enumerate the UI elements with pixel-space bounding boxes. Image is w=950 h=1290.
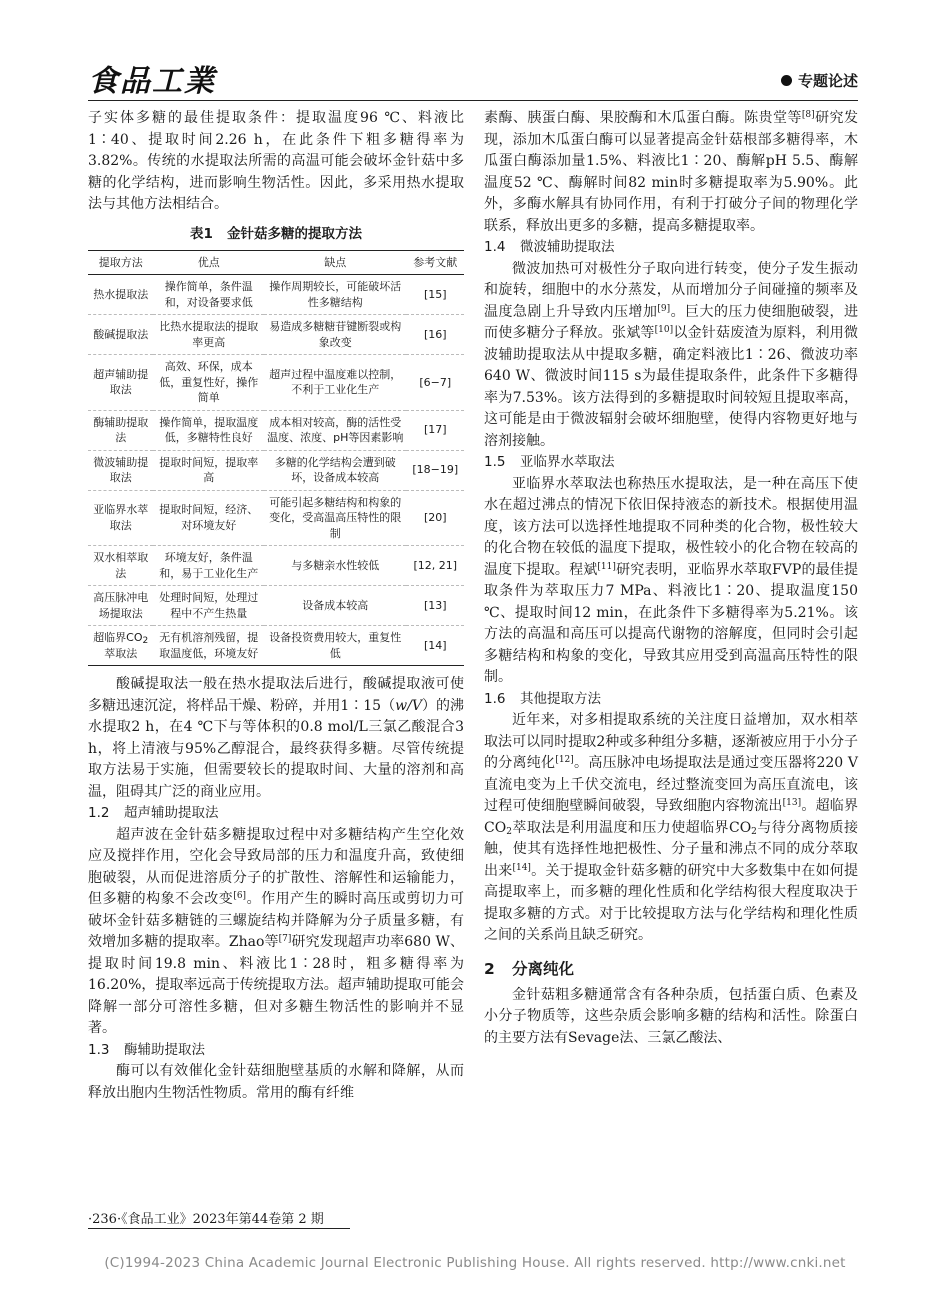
subsection-number: 1.2	[88, 805, 110, 821]
text-run: 。关于提取金针菇多糖的研究中大多数集中在如何提高提取率上，而多糖的理化性质和化学结构很大程度取决于提取多糖的方式。对于比较提取方法与化学结构和理化性质之间的关系尚且缺乏研究。	[484, 862, 859, 943]
subsection-title: 酶辅助提取法	[124, 1041, 205, 1058]
paragraph: 酶可以有效催化金针菇细胞壁基质的水解和降解，从而释放出胞内生物活性物质。常用的酶有纤维	[88, 1063, 464, 1101]
cell-cons: 易造成多糖糖苷键断裂或构象改变	[264, 315, 406, 355]
cell-pros: 处理时间短，处理过程中不产生热量	[153, 586, 264, 626]
method-text: 萃取法	[104, 646, 138, 660]
section-tag	[781, 70, 858, 91]
table-title: 金针菇多糖的提取方法	[226, 225, 362, 242]
cell-method: 超声辅助提取法	[88, 355, 153, 411]
cell-pros: 操作简单，条件温和，对设备要求低	[153, 275, 264, 315]
paragraph: 金针菇粗多糖通常含有各种杂质，包括蛋白质、色素及小分子物质等，这些杂质会影响多糖的结构和活性。除蛋白的主要方法有Sevage法、三氯乙酸法、	[484, 986, 858, 1046]
cell-ref: [16]	[406, 315, 464, 355]
paragraph	[88, 674, 464, 803]
cell-cons: 操作周期较长，可能破坏活性多糖结构	[264, 275, 406, 315]
copyright-notice: (C)1994-2023 China Academic Journal Electronic Publishing House. All rights reserved. http://www.cnki.net	[104, 1255, 846, 1271]
table-row	[88, 586, 464, 626]
table-number: 表1	[190, 225, 213, 242]
cell-ref: [12, 21]	[406, 546, 464, 586]
citation: [13]	[782, 798, 802, 808]
citation: [7]	[278, 934, 292, 944]
paragraph	[88, 825, 464, 1040]
text-run: 研究表明，亚临界水萃取FVP的最佳提取条件为萃取压力7 MPa、料液比1∶20、提取温度150 ℃、提取时间12 min，在此条件下多糖得率为5.21%。该方法的高温和高压可以提高代谢物的溶解度，但同时会引起多糖结构和构象的变化，导致其应用受到高温高压特性的限制。	[484, 561, 858, 685]
subscript: 2	[751, 826, 757, 837]
cell-ref: [13]	[406, 586, 464, 626]
cell-pros: 操作简单，提取温度低，多糖特性良好	[153, 410, 264, 450]
table-row	[88, 410, 464, 450]
section-title: 分离纯化	[512, 959, 575, 978]
subscript: 2	[142, 636, 149, 646]
table-row	[88, 490, 464, 546]
cell-ref: [20]	[406, 490, 464, 546]
cell-method: 热水提取法	[88, 275, 153, 315]
cell-cons: 设备成本较高	[264, 586, 406, 626]
right-column	[484, 108, 858, 1049]
section-tag-label: 专题论述	[797, 72, 858, 90]
cell-ref: [15]	[406, 275, 464, 315]
header-pros: 优点	[153, 250, 264, 275]
text-run: 微波加热可对极性分子取向进行转变，使分子发生振动和旋转，细胞中的水分蒸发，从而增加分子间碰撞的频率及温度急剧上升导致内压增加	[484, 260, 858, 320]
citation: [14]	[512, 862, 531, 873]
subsection-title: 其他提取方法	[520, 690, 601, 707]
table-header-row	[88, 250, 464, 275]
cell-cons: 成本相对较高，酶的活性受温度、浓度、pH等因素影响	[264, 410, 406, 450]
page-header	[88, 56, 858, 101]
subsection-heading	[484, 452, 858, 474]
cell-cons: 多糖的化学结构会遭到破坏，设备成本较高	[264, 450, 406, 490]
table-row	[88, 626, 464, 666]
paragraph	[484, 710, 858, 947]
cell-method: 微波辅助提取法	[88, 450, 153, 490]
header-method: 提取方法	[88, 250, 153, 275]
subsection-number: 1.5	[484, 454, 506, 470]
table-row	[88, 450, 464, 490]
cell-pros: 高效、环保，成本低，重复性好，操作简单	[153, 355, 264, 411]
paragraph	[484, 259, 858, 453]
subscript: 2	[506, 826, 512, 837]
cell-method: 亚临界水萃取法	[88, 490, 153, 546]
subsection-heading	[484, 237, 858, 259]
cell-method: 高压脉冲电场提取法	[88, 586, 153, 626]
bullet-dot-icon	[781, 75, 792, 86]
text-run: 。高压脉冲电场提取法是通过变压器将220 V直流电变为上千伏交流电，经过整流变回为高压直流电，该过程可使细胞壁瞬间破裂，导致细胞内容物流出	[484, 755, 859, 814]
citation: [10]	[654, 325, 674, 335]
footer-rule	[88, 1228, 350, 1229]
subsection-heading	[88, 1040, 464, 1062]
citation: [8]	[801, 110, 815, 120]
cell-cons: 可能引起多糖结构和构象的变化，受高温高压特性的限制	[264, 490, 406, 546]
paragraph: 子实体多糖的最佳提取条件：提取温度96 ℃、料液比1∶40、提取时间2.26 h，在此条件下粗多糖得率为3.82%。传统的水提取法所需的高温可能会破坏金针菇中多糖的化学结构，进而影响生物活性。因此，多采用热水提取法与其他方法相结合。	[88, 110, 464, 212]
table-row	[88, 275, 464, 315]
text-run: 以金针菇废渣为原料，利用微波辅助提取法从中提取多糖，确定料液比1∶26、微波功率640 W、微波时间115 s为最佳提取条件，此条件下多糖得率为7.53%。该方法得到的多糖提取时间较短且提取率高，这可能是由于微波辐射会破坏细胞壁，使得内容物更好地与溶剂接触。	[484, 325, 859, 449]
text-run: 研究发现超声功率680 W、提取时间19.8 min、料液比1∶28时，粗多糖得率为16.20%，提取率远高于传统提取方法。超声辅助提取可能会降解一部分可溶性多糖，但对多糖生物活性的影响并不显著。	[88, 934, 464, 1036]
text-run: 研究发现，添加木瓜蛋白酶可以显著提高金针菇根部多糖得率，木瓜蛋白酶添加量1.5%、料液比1∶20、酶解pH 5.5、酶解温度52 ℃、酶解时间82 min时多糖提取率为5.90%。此外，多酶水解具有协同作用，有利于打破分子间的物理化学联系，释放出更多的多糖，提高多糖提取率。	[484, 110, 859, 234]
paragraph	[484, 108, 858, 237]
text-run: 与待分离物质接触，使其有选择性地把极性、分子量和沸点不同的成分萃取出来	[484, 819, 858, 879]
cell-ref: [14]	[406, 626, 464, 666]
subsection-heading	[484, 689, 858, 711]
text-run: 素酶、胰蛋白酶、果胶酶和木瓜蛋白酶。陈贵堂等	[484, 110, 802, 126]
text-run: 。超临界CO	[484, 798, 859, 836]
cell-method	[88, 626, 153, 666]
text-run: 。巨大的压力使细胞破裂，进而使多糖分子释放。张斌等	[484, 303, 859, 341]
subsection-number: 1.6	[484, 690, 506, 707]
subsection-title: 超声辅助提取法	[124, 805, 219, 821]
citation: [12]	[555, 755, 574, 765]
cell-pros: 提取时间短，提取率高	[153, 450, 264, 490]
subsection-number: 1.4	[484, 239, 506, 255]
subsection-title: 亚临界水萃取法	[520, 454, 615, 470]
text-run: ）的沸水提取2 h，在4 ℃下与等体积的0.8 mol/L三氯乙酸混合3 h，将上清液与95%乙醇混合，最终获得多糖。尽管传统提取方法易于实施，但需要较长的提取时间、大量的溶剂和高温，阻碍其广泛的商业应用。	[88, 697, 464, 800]
section-number: 2	[484, 959, 495, 978]
cell-pros: 比热水提取法的提取率更高	[153, 315, 264, 355]
left-column	[88, 108, 464, 1104]
cell-method: 双水相萃取法	[88, 546, 153, 586]
cell-cons: 与多糖亲水性较低	[264, 546, 406, 586]
method-text: 超临界CO	[93, 631, 143, 644]
page-footer	[88, 1208, 324, 1227]
cell-ref: [6−7]	[406, 355, 464, 411]
header-cons: 缺点	[264, 250, 406, 275]
subsection-number: 1.3	[88, 1041, 110, 1058]
text-run: 萃取法是利用温度和压力使超临界CO	[511, 819, 752, 836]
section-heading	[484, 957, 858, 981]
cell-ref: [18−19]	[406, 450, 464, 490]
text-run: 超声波在金针菇多糖提取过程中对多糖结构产生空化效应及搅拌作用，空化会导致局部的压力和温度升高，致使细胞破裂，从而促进溶质分子的扩散性、溶解性和运输能力，但多糖的构象不会改变	[88, 826, 464, 907]
header-ref: 参考文献	[406, 250, 464, 275]
citation: [9]	[657, 303, 671, 314]
journal-logo: 食品工業	[88, 64, 216, 99]
citation: [6]	[233, 891, 247, 901]
subsection-heading	[88, 803, 464, 825]
subsection-title: 微波辅助提取法	[520, 239, 615, 255]
cell-pros: 环境友好，条件温和，易于工业化生产	[153, 546, 264, 586]
cell-pros: 提取时间短，经济、对环境友好	[153, 490, 264, 546]
extraction-methods-table	[88, 250, 464, 667]
table-row	[88, 315, 464, 355]
table-caption	[88, 224, 464, 244]
page-number: ·236·	[88, 1212, 122, 1227]
paragraph	[484, 474, 858, 689]
cell-ref: [17]	[406, 410, 464, 450]
cell-method: 酶辅助提取法	[88, 410, 153, 450]
cell-pros: 无有机溶剂残留，提取温度低，环境友好	[153, 626, 264, 666]
table-row	[88, 355, 464, 411]
text-run: 近年来，对多相提取系统的关注度日益增加，双水相萃取法可以同时提取2种或多种组分多糖，逐渐被应用于小分子的分离纯化	[484, 712, 858, 771]
cell-cons: 超声过程中温度难以控制，不利于工业化生产	[264, 355, 406, 411]
text-run: 酸碱提取法一般在热水提取法后进行，酸碱提取液可使多糖迅速沉淀，将样品干燥、粉碎，并用1∶15（	[88, 676, 464, 714]
cell-method: 酸碱提取法	[88, 315, 153, 355]
journal-issue: 《食品工业》2023年第44卷第 2 期	[121, 1212, 324, 1227]
table-row	[88, 546, 464, 586]
text-run: 亚临界水萃取法也称热压水提取法，是一种在高压下使水在超过沸点的情况下依旧保持液态的新技术。根据使用温度，该方法可以选择性地提取不同种类的化合物，极性较大的化合物在较低的温度下提取，极性较小的化合物在较高的温度下提取。程斌	[484, 475, 858, 578]
text-run: 。作用产生的瞬时高压或剪切力可破坏金针菇多糖链的三螺旋结构并降解为分子质量多糖，有效增加多糖的提取率。Zhao等	[88, 891, 465, 950]
citation: [11]	[597, 561, 616, 572]
text-run-italic: w/V	[395, 697, 422, 714]
cell-cons: 设备投资费用较大，重复性低	[264, 626, 406, 666]
